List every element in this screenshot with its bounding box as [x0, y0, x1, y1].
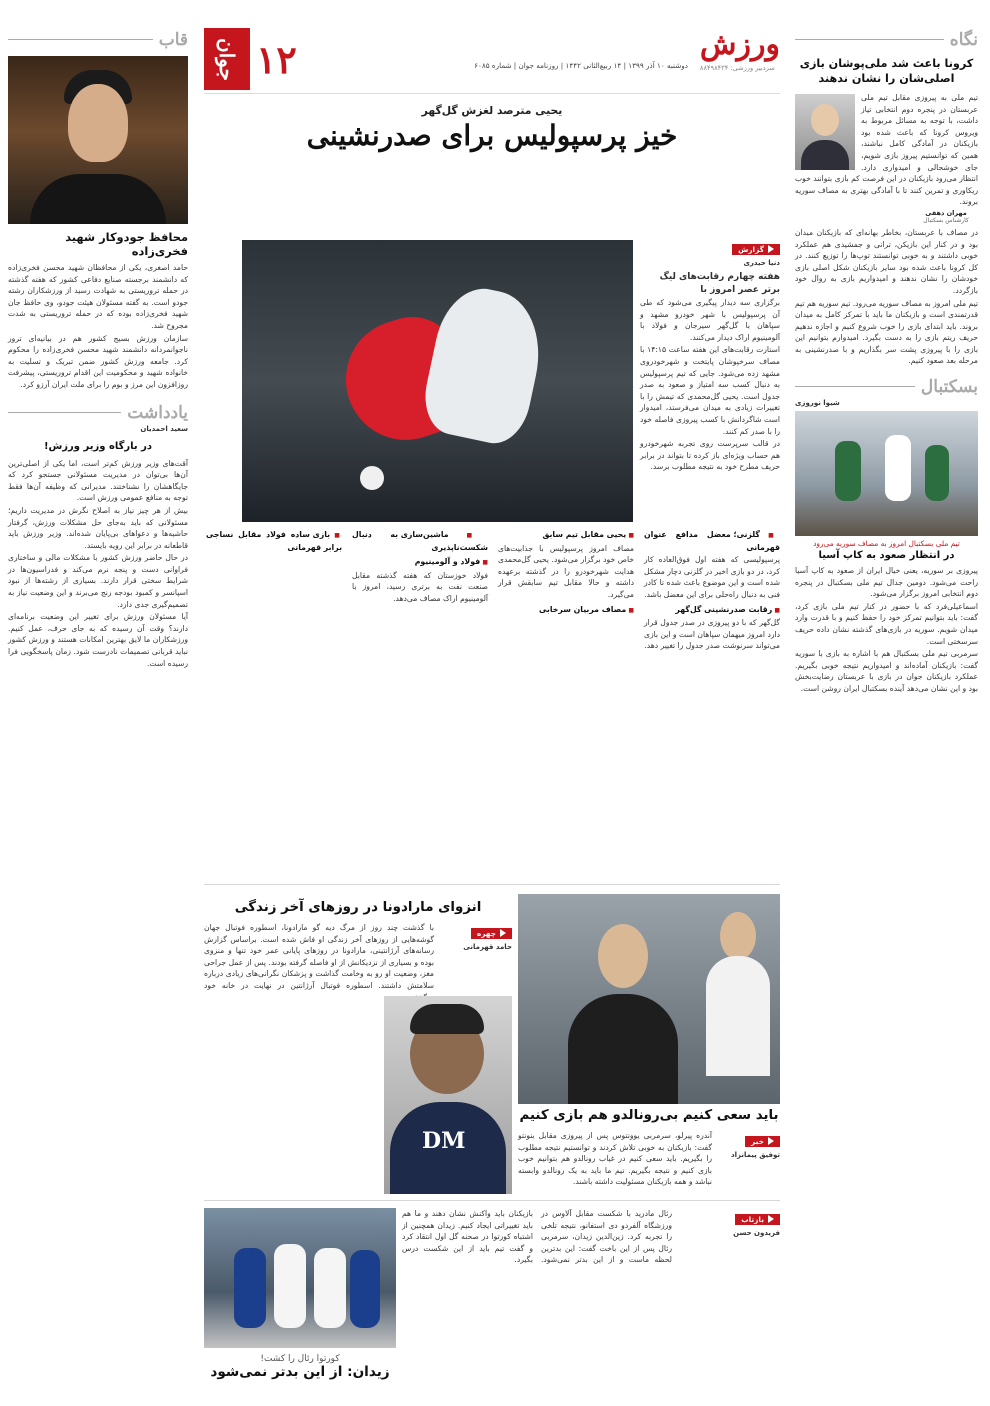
note-headline[interactable]: در بارگاه وزیر ورزش!	[43, 440, 153, 452]
pirlo-author: توفیق پیمانزاد	[731, 1151, 780, 1159]
main-kicker: یحیی مترصد لغزش گل‌گهر	[421, 104, 563, 117]
newspaper-logo[interactable]: جوان	[204, 28, 250, 90]
author-portrait	[795, 94, 855, 170]
right-body-2: در مصاف با عربستان، بخاطر بهانه‌ای که بازیکنان میدان بود و در کنار این بازیکن، ترانی و جمشیدی هم عملکرد خوبی داشتند و به خوبی توانستند توپ‌ها را توزیع کنند. در کل کرونا باعث شده بود سایر بازیکنان شکل اصلی بازی خودشان را نشان ندهند و امیدواریم بازی به روال خود بازگردد. تیم ملی امروز به مصاف سوریه می‌رود. تیم سوریه هم تیم قدرتمندی است و بازیکنان ما باید با تمرکز کامل به میدان بروند. باید ابتدای بازی را خوب شروع کنیم و اجازه ندهیم حریف ریتم بازی را به دست بگیرد. امیدوارم بتوانیم این بازی را با پیروزی پشت سر بگذاریم و با صدرنشینی به مرحله بعد صعود کنیم.	[794, 227, 978, 366]
left-headline[interactable]: محافظ جودوکار شهید فخری‌زاده	[65, 230, 188, 258]
section-tag-ghab: قاب	[8, 28, 188, 52]
zidane-author: فریدون حسن	[733, 1229, 780, 1237]
left-body: حامد اصغری، یکی از محافظان شهید محسن فخری‌زاده که دانشمند برجسته صنایع دفاعی کشور که هفته گذشته در حمله تروریستی به شهادت رسید از ورزشکاران رشته جودو است. به گفته مسئولان هیئت جودو، وی حافظ جان شهید فخری‌زاده بوده که در حمله تروریستی به شدت مجروح شد. سازمان ورزش بسیج کشور هم در بیانیه‌ای ترور ناجوانمردانه دانشمند شهید محسن فخری‌زاده را محکوم کرد. جامعه ورزش کشور ضمن تبریک و تسلیت به خانواده شهید و محکومیت این اقدام تروریستی، پیشرفت روزافزون این مرز و بوم را برای ملت ایران آرزو کرد.	[8, 263, 188, 389]
zidane-label: بازتاب	[735, 1214, 780, 1225]
page-number: ۱۲	[256, 36, 297, 82]
author-role: کارشناس بسکتبال	[923, 216, 969, 224]
main-col-1: ■ گلزنی؛ معضل مدافع عنوان قهرمانی پرسپولیسی که هفته اول فوق‌العاده کار کرد، در دو بازی اخیر در گلزنی دچار مشکل شده است و این موضوع باعث شده تا کادر فنی به دنبال راه‌حلی برای این معضل باشد. ■ رقابت صدرنشینی گل‌گهر گل‌گهر که با دو پیروزی در صدر جدول قرار دارد امروز میهمان سپاهان است و این بازی می‌تواند سرنوشت صدر جدول را تغییر دهد.	[644, 526, 780, 653]
masthead	[204, 28, 780, 94]
maradona-photo: DM	[384, 996, 512, 1194]
dateline: دوشنبه ۱۰ آذر ۱۳۹۹ | ۱۴ ربیع‌الثانی ۱۴۴۲ | روزنامه جوان | شماره ۶۰۸۵	[474, 60, 688, 70]
author-name: مهران دهقی	[925, 208, 967, 217]
right-column	[795, 28, 978, 696]
pirlo-label: خبر	[745, 1136, 780, 1147]
basketball-body: پیروزی بر سوریه، یعنی خیال ایران از صعود به کاپ آسیا راحت می‌شود. دومین جدال تیم ملی بسکتبال در پنجره دوم انتخابی امروز برگزار می‌شود. اسماعیلی‌فرد که با حضور در کنار تیم ملی بازی کرد، گفت: باید بتوانیم تمرکز خود را حفظ کنیم و با قدرت وارد میدان شویم. سوریه در بازی‌های گذشته نشان داده حریف سرسختی است. سرمربی تیم ملی بسکتبال هم با اشاره به بازی با سوریه گفت: بازیکنان آماده‌اند و امیدواریم نتیجه خوبی بگیریم. عملکرد بازیکنان جوان در بازی با عربستان رضایت‌بخش بود و این نشان می‌دهد آینده بسکتبال ایران روشن است.	[795, 566, 978, 693]
section-logo: ورزش	[699, 27, 780, 62]
center-column	[204, 27, 780, 1380]
maradona-headline[interactable]: انزوای مارادونا در روزهای آخر زندگی	[234, 900, 482, 915]
report-author: دنیا حیدری	[743, 259, 780, 267]
pirlo-headline[interactable]: باید سعی کنیم بی‌رونالدو هم بازی کنیم	[519, 1108, 779, 1123]
section-tag-negah: نگاه	[795, 28, 978, 52]
main-body: برگزاری سه دیدار پیگیری می‌شود که طی آن پرسپولیس با شهر خودرو مشهد و سپاهان با گل‌گهر سیرجان و فولاد با آلومینیوم اراک دیدار می‌کنند. استارت رقابت‌های این هفته ساعت ۱۴:۱۵ با مصاف سرخپوشان پایتخت و شهرخودروی مشهد زده می‌شود. جایی که تیم پرسپولیس به دنبال کسب سه امتیاز و صعود به صدر جدول است. یحیی گل‌محمدی که تیمش را با تغییرات زیادی به میدان می‌فرستد، امیدوار است شاگردانش با کسب پیروزی فاصله خود را با صدر کم کنند. در قالب سرپرست روی تجربه شهرخودرو هم حساب ویژه‌ای باز کرده تا بتواند در برابر حریف مطرح خود به نتیجه مطلوب برسد.	[640, 298, 780, 472]
pirlo-photo	[518, 894, 780, 1104]
zidane-headline[interactable]: زیدان: از این بدتر نمی‌شود	[210, 1364, 390, 1380]
editor-line: سردبیر ورزشی: ۸۸۴۹۸۴۳۴	[699, 64, 775, 72]
zidane-photo	[204, 1208, 396, 1348]
main-col-3: ■ ماشین‌سازی به دنبال شکست‌ناپذیری ■ فولاد و آلومینیوم فولاد خوزستان که هفته گذشته مقابل صنعت نفت به برتری رسید، امروز با آلومینیوم اراک مصاف می‌دهد.	[352, 526, 488, 653]
pirlo-body: آندره پیرلو، سرمربی یوونتوس پس از پیروزی مقابل بنونتو گفت: بازیکنان به خوبی تلاش کردند و توانستیم نتیجه مطلوب را بگیریم. باید سعی کنیم در غیاب رونالدو هم بتوانیم خوب بازی کنیم و نتیجه بگیریم. تیم ما باید به یک رونالدو وابسته نباشد و همه بازیکنان مسئولیت داشته باشند.	[518, 1131, 712, 1187]
zidane-body: رئال مادرید با شکست مقابل آلاوس در ورزشگاه آلفردو دی استفانو، نتیجه تلخی را تجربه کرد. زین‌الدین زیدان، سرمربی رئال پس از این باخت گفت: این بدترین لحظه ماست و از این بدتر نمی‌شود. بازیکنان باید واکنش نشان دهند و ما هم باید تغییراتی ایجاد کنیم. زیدان همچنین از اشتباه کورتوا در صحنه گل اول انتقاد کرد و گفت تیم باید از این شکست درس بگیرد.	[402, 1209, 672, 1265]
section-tag-note: یادداشت	[8, 401, 188, 425]
maradona-label: چهره	[471, 928, 512, 939]
maradona-author: حامد قهرمانی	[463, 943, 512, 951]
section-tag-basketball: بسکتبال	[795, 375, 978, 399]
maradona-body: با گذشت چند روز از مرگ دیه گو مارادونا، اسطوره فوتبال جهان گوشه‌هایی از روزهای آخر زندگی او فاش شده است. براساس گزارش رسانه‌های آرژانتینی، مارادونا در روزهای پایانی عمر خود تنها و منزوی بوده و بسیاری از نزدیکانش از او فاصله گرفته بودند. پس از عمل جراحی مغز، وضعیت او رو به وخامت گذاشت و پزشکان نگرانی‌های زیادی درباره سلامتش داشتند. اسطوره فوتبال آرژانتین در نهایت در خانه خود	[204, 923, 434, 990]
note-author: سعید احمدیان	[140, 424, 188, 433]
right-headline[interactable]: کرونا باعث شد ملی‌پوشان بازی اصلی‌شان را نشان ندهند	[799, 57, 974, 85]
left-column	[8, 28, 188, 670]
zidane-kicker: کورتوا رئال را کشت!	[260, 1354, 340, 1364]
basketball-headline[interactable]: در انتظار صعود به کاپ آسیا	[818, 550, 955, 562]
note-body: آقت‌های وزیر ورزش کم‌تر است، اما یکی از اصلی‌ترین آن‌ها بی‌توان در مدیریت مسئولانی جستجو کرد که جایگاهشان را نشناختند. مدیرانی که وظیفه آن‌ها فقط توجه به منافع عمومی ورزش است. بیش از هر چیز نیاز به اصلاح نگرش در مدیریت داریم؛ مسئولانی که باید به‌جای حل مشکلات ورزش، گرفتار حاشیه‌ها و دعواهای بی‌پایان شده‌اند. وزیر ورزش باید قاطعانه در برابر این رویه بایستد. در حال حاضر ورزش کشور با مشکلات مالی و ساختاری فراوانی دست و پنجه نرم می‌کند و فدراسیون‌ها در شرایط سختی قرار دارند. بسیاری از رشته‌ها از نبود اسپانسر و کمبود بودجه رنج می‌برند و این وضعیت نیاز به تصمیم‌گیری جدی دارد. آیا مسئولان ورزش برای تغییر این وضعیت برنامه‌ای دارند؟ وقت آن رسیده که به جای حرف، عمل کنیم. ورزشکاران ما لایق بهترین امکانات هستند و ورزش کشور نباید قربانی تصمیمات نادرست شود. زمان پاسخگویی فرا رسیده است.	[8, 458, 188, 668]
basketball-author: شیوا نوروزی	[795, 399, 840, 408]
bodyguard-photo	[8, 56, 188, 224]
right-body-1: تیم ملی به پیروزی مقابل تیم ملی عربستان در پنجره دوم انتخابی تیاز داشت، با توجه به مسائل مربوط به ویروس کرونا که باعث شده بود بازیکنان در آمادگی کامل نباشند، همین که توانستیم پیروز بازی شویم، جای خوشحالی و امیدواری دارد. انتظار می‌رود بازیکنان در این فرصت کم بازی بتوانند خوب ریکاوری و تمرین کنند تا با آمادگی بهتری به مصاف سوریه بروند.	[795, 93, 978, 207]
main-col-4: ■ بازی ساده فولاد مقابل نساجی برابر قهرمانی	[206, 526, 342, 653]
main-headline[interactable]: خیز پرسپولیس برای صدرنشینی	[306, 119, 678, 152]
report-label: گزارش	[732, 244, 780, 255]
main-col-2: ■ یحیی مقابل تیم سابق مصاف امروز پرسپولیس با جذابیت‌های خاص خود برگزار می‌شود. یحیی گل‌محمدی هدایت شهرخودرو را در گذشته برعهده داشته و حالا مقابل تیم سابقش قرار می‌گیرد. ■ مصاف مربیان سرخابی	[498, 526, 634, 653]
basketball-photo	[795, 411, 978, 536]
basketball-photo-caption: تیم ملی بسکتبال امروز به مصاف سوریه می‌رود	[813, 539, 960, 549]
pull-quote: هفته چهارم رقابت‌های لیگ برتر عصر امروز با	[659, 272, 780, 295]
match-photo	[242, 240, 633, 522]
